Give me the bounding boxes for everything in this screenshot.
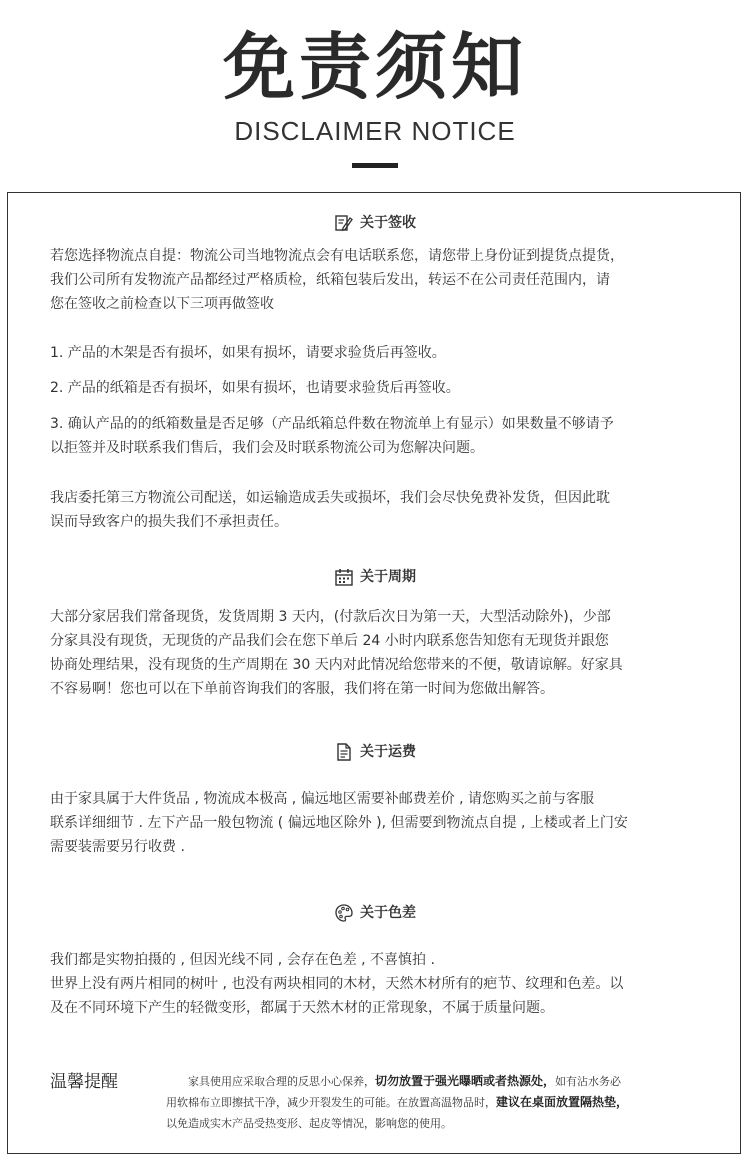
text-line: 若您选择物流点自提：物流公司当地物流点会有电话联系您，请您带上身份证到提货点提货， — [50, 248, 624, 264]
text-line: 协商处理结果，没有现货的生产周期在 30 天内对此情况给您带来的不便，敬请谅解。好家具 — [50, 657, 623, 673]
section-title: 关于周期 — [360, 569, 416, 585]
text-line: 大部分家居我们常备现货，发货周期 3 天内，(付款后次日为第一天，大型活动除外)，少部 — [50, 609, 611, 625]
notice-line-3: 以免造成实木产品受热变形、起皮等情况，影响您的使用。 — [166, 1117, 452, 1130]
notice-text: 家具使用应采取合理的反思小心保养， — [188, 1075, 375, 1088]
section-title: 关于签收 — [360, 215, 416, 231]
warm-reminder-label: 温馨提醒 — [50, 1072, 118, 1092]
title-divider — [352, 163, 398, 168]
text-line: 由于家具属于大件货品 , 物流成本极高 , 偏远地区需要补邮费差价 , 请您购买之前与客服 — [50, 791, 595, 807]
warm-reminder-text — [166, 1071, 706, 1134]
text-line: 3. 确认产品的的纸箱数量是否足够（产品纸箱总件数在物流单上有显示）如果数量不够请予 — [50, 416, 614, 432]
signing-item-2 — [50, 376, 700, 400]
page-subtitle: DISCLAIMER NOTICE — [234, 116, 516, 146]
text-line: 不容易啊！您也可以在下单前咨询我们的客服，我们将在第一时间为您做出解答。 — [50, 681, 554, 697]
color-body — [50, 948, 700, 1020]
signing-item-1 — [50, 341, 700, 365]
section-title: 关于色差 — [360, 905, 416, 921]
notice-line-2 — [166, 1092, 706, 1113]
signing-outro — [50, 486, 700, 534]
section-heading-color — [0, 899, 750, 927]
notice-text: 用软棉布立即擦拭干净，减少开裂发生的可能。在放置高温物品时， — [166, 1096, 496, 1109]
notice-text: 如有沾水务必 — [555, 1075, 622, 1088]
notice-emphasis: 建议在桌面放置隔热垫， — [496, 1095, 629, 1109]
text-line: 需要装需要另行收费 . — [50, 839, 185, 855]
section-heading-signing — [0, 209, 750, 237]
notice-line-1 — [166, 1071, 706, 1092]
notice-emphasis: 切勿放置于强光曝晒或者热源处， — [375, 1074, 556, 1088]
page-title: 免责须知 — [222, 25, 527, 109]
text-line: 世界上没有两片相同的树叶 , 也没有两块相同的木材，天然木材所有的疤节、纹理和色差。以 — [50, 976, 624, 992]
cycle-body — [50, 605, 700, 701]
text-line: 我们公司所有发物流产品都经过严格质检，纸箱包装后发出，转运不在公司责任范围内，请 — [50, 272, 610, 288]
signing-intro — [50, 244, 700, 316]
shipping-body — [50, 787, 700, 859]
palette-icon — [334, 903, 354, 923]
text-line: 以拒签并及时联系我们售后，我们会及时联系物流公司为您解决问题。 — [50, 440, 484, 456]
section-heading-cycle — [0, 563, 750, 591]
document-icon — [334, 742, 354, 762]
text-line: 分家具没有现货，无现货的产品我们会在您下单后 24 小时内联系您告知您有无现货并跟您 — [50, 633, 609, 649]
text-line: 及在不同环境下产生的轻微变形，都属于天然木材的正常现象，不属于质量问题。 — [50, 1000, 554, 1016]
pen-paper-icon — [334, 213, 354, 233]
text-line: 我店委托第三方物流公司配送，如运输造成丢失或损坏，我们会尽快免费补发货，但因此耽 — [50, 490, 610, 506]
text-line: 1. 产品的木架是否有损坏，如果有损坏，请要求验货后再签收。 — [50, 345, 446, 361]
section-heading-shipping — [0, 738, 750, 766]
signing-item-3 — [50, 412, 700, 460]
text-line: 我们都是实物拍摄的 , 但因光线不同 , 会存在色差 , 不喜慎拍 . — [50, 952, 435, 968]
text-line: 2. 产品的纸箱是否有损坏，如果有损坏，也请要求验货后再签收。 — [50, 380, 460, 396]
section-title: 关于运费 — [360, 744, 416, 760]
calendar-icon — [334, 567, 354, 587]
text-line: 您在签收之前检查以下三项再做签收 — [50, 296, 274, 312]
text-line: 联系详细细节 . 左下产品一般包物流 ( 偏远地区除外 ), 但需要到物流点自提 , 上楼或者上门安 — [50, 815, 628, 831]
text-line: 误而导致客户的损失我们不承担责任。 — [50, 514, 288, 530]
